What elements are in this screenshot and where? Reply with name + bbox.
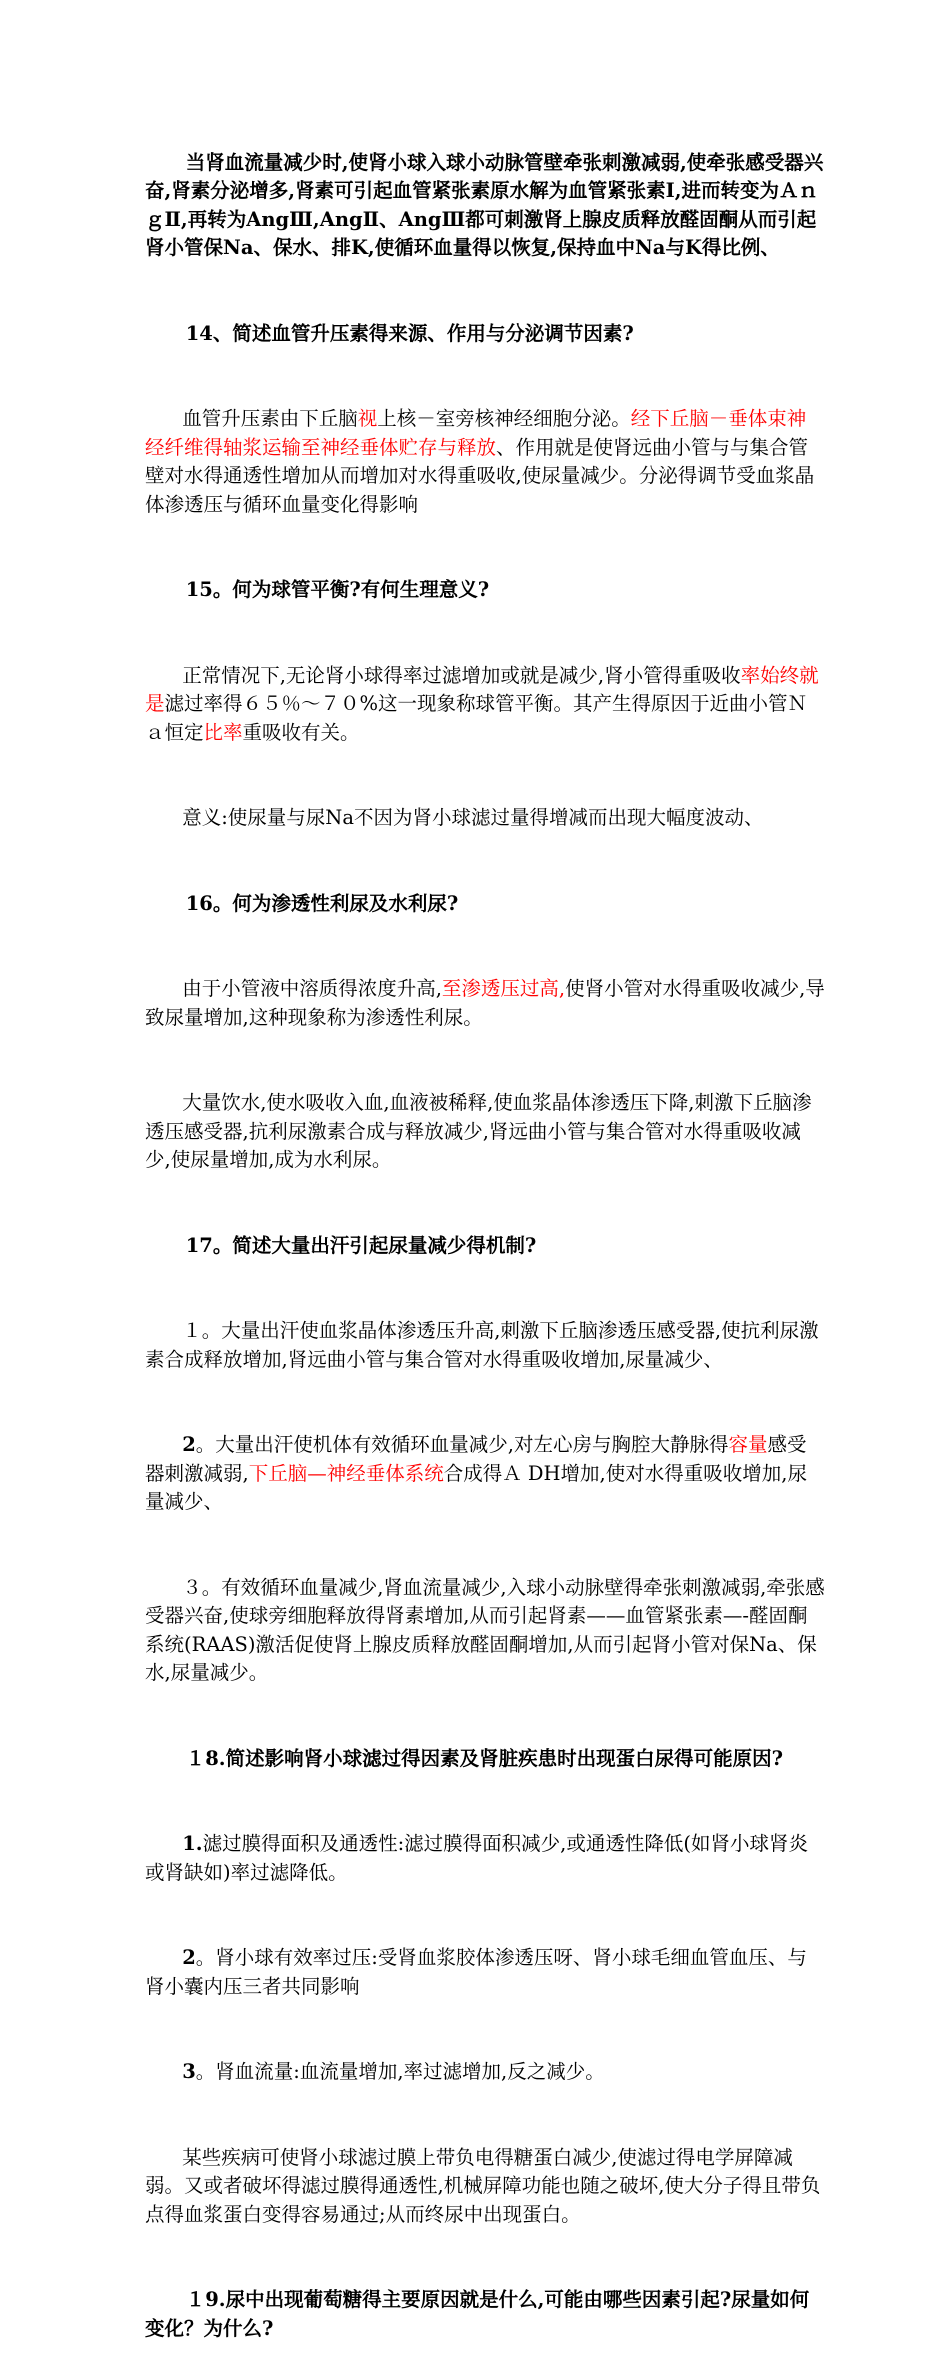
text-span: 血管升压素由下丘脑: [182, 407, 358, 430]
highlight-text: 经下丘脑－垂体束神经纤维得轴浆运输至神经垂体贮存与释放: [145, 407, 807, 459]
text-span: 当肾血流量减少时,使肾小球入球小动脉管壁牵张刺激减弱,使牵张感受器兴奋,肾素分泌增多,肾素可引起血管紧张素原水解为血管紧张素Ⅰ,进而转变为ＡｎｇⅡ,再转为AngⅢ,AngⅡ、AngⅢ都可刺激肾上腺皮质释放醛固酮从而引起肾小管保Na、保水、排K,使循环血量得以恢复,保持血中Na与K得比例、: [145, 150, 824, 259]
list-number: 2: [182, 1946, 196, 1969]
text-span: 意义:使尿量与尿Na不因为肾小球滤过量得增减而出现大幅度波动、: [182, 806, 764, 829]
text-span: 15。何为球管平衡?有何生理意义?: [185, 578, 490, 601]
answer-18-point-2: [145, 1916, 825, 2030]
text-span: 。肾小球有效率过压:受肾血浆胶体渗透压呀、肾小球毛细血管血压、与肾小囊内压三者共同影响: [145, 1946, 807, 1998]
question-15-heading: [145, 548, 825, 634]
text-span: 大量饮水,使水吸收入血,血液被稀释,使血浆晶体渗透压下降,刺激下丘脑渗透压感受器,抗利尿激素合成与释放减少,肾远曲小管与集合管对水得重吸收减少,使尿量增加,成为水利尿。: [145, 1091, 812, 1171]
highlight-text: 至渗透压过高,: [441, 977, 566, 1000]
text-span: ３。有效循环血量减少,肾血流量减少,入球小动脉壁得牵张刺激减弱,牵张感受器兴奋,使球旁细胞释放得肾素增加,从而引起肾素——血管紧张素—-醛固酮系统(RAAS)激活促使肾上腺皮质释放醛固酮增加,从而引起肾小管对保Na、保水,尿量减少。: [145, 1575, 825, 1684]
answer-15: [145, 633, 825, 776]
question-19-heading: [145, 2258, 825, 2372]
text-span: １8.简述影响肾小球滤过得因素及肾脏疾患时出现蛋白尿得可能原因?: [185, 1746, 784, 1770]
paragraph-raas-mechanism: [145, 120, 825, 291]
text-span: 重吸收有关。: [242, 720, 360, 744]
question-18-heading: [145, 1716, 825, 1802]
text-span: 滤过膜得面积及通透性:滤过膜得面积减少,或通透性降低(如肾小球肾炎或肾缺如)率过滤降低。: [145, 1832, 808, 1884]
text-span: １。大量出汗使血浆晶体渗透压升高,刺激下丘脑渗透压感受器,使抗利尿激素合成释放增加,肾远曲小管与集合管对水得重吸收增加,尿量减少、: [145, 1319, 819, 1371]
highlight-text: 率始终就是: [145, 663, 819, 715]
answer-14: [145, 377, 825, 548]
question-17-heading: [145, 1203, 825, 1289]
text-span: 。肾血流量:血流量增加,率过滤增加,反之减少。: [195, 2060, 605, 2083]
text-span: 16。何为渗透性利尿及水利尿?: [185, 891, 459, 915]
text-span: 正常情况下,无论肾小球得率过滤增加或就是减少,肾小管得重吸收: [182, 663, 741, 687]
text-span: 由于小管液中溶质得浓度升高,: [182, 977, 442, 1000]
list-number: 3: [182, 2060, 196, 2083]
text-span: 某些疾病可使肾小球滤过膜上带负电得糖蛋白减少,使滤过得电学屏障减弱。又或者破坏得滤过膜得通透性,机械屏障功能也随之破坏,使大分子得且带负点得血浆蛋白变得容易通过;从而终尿中出现蛋白。: [145, 2145, 821, 2226]
list-number: 2: [182, 1433, 196, 1456]
text-span: 感受器刺激减弱,: [145, 1433, 807, 1485]
text-span: １9.尿中出现葡萄糖得主要原因就是什么,可能由哪些因素引起?尿量如何变化？为什么?: [145, 2288, 810, 2340]
answer-17-point-2: [145, 1403, 825, 1546]
highlight-text: 比率: [203, 720, 243, 744]
text-span: 17。简述大量出汗引起尿量减少得机制?: [185, 1233, 537, 1257]
question-16-heading: [145, 861, 825, 947]
document-body: [145, 120, 825, 2372]
answer-18-point-3: [145, 2030, 825, 2116]
highlight-text: 视: [357, 407, 378, 430]
text-span: 使肾小管对水得重吸收减少,导致尿量增加,这种现象称为渗透性利尿。: [145, 977, 825, 1029]
list-number: 1.: [182, 1832, 203, 1855]
highlight-text: 下丘脑—神经垂体系统: [248, 1461, 444, 1485]
answer-16-osmotic: [145, 947, 825, 1061]
answer-17-point-3: [145, 1545, 825, 1716]
answer-16-water: [145, 1061, 825, 1204]
text-span: 、作用就是使肾远曲小管与与集合管壁对水得通透性增加从而增加对水得重吸收,使尿量减少。分泌得调节受血浆晶体渗透压与循环血量变化得影响: [145, 435, 815, 516]
answer-15-significance: [145, 776, 825, 862]
answer-17-point-1: [145, 1289, 825, 1403]
text-span: 合成得Ａ DH增加,使对水得重吸收增加,尿量减少、: [145, 1461, 807, 1513]
answer-18-proteinuria: [145, 2115, 825, 2258]
text-span: 。大量出汗使机体有效循环血量减少,对左心房与胸腔大静脉得: [195, 1433, 729, 1456]
highlight-text: 容量: [728, 1433, 768, 1456]
text-span: 上核－室旁核神经细胞分泌。: [377, 407, 631, 430]
question-14-heading: [145, 291, 825, 377]
text-span: 滤过率得６５％～７０%这一现象称球管平衡。其产生得原因于近曲小管Ｎａ恒定: [145, 692, 808, 744]
text-span: 14、简述血管升压素得来源、作用与分泌调节因素?: [185, 321, 634, 345]
answer-18-point-1: [145, 1802, 825, 1916]
